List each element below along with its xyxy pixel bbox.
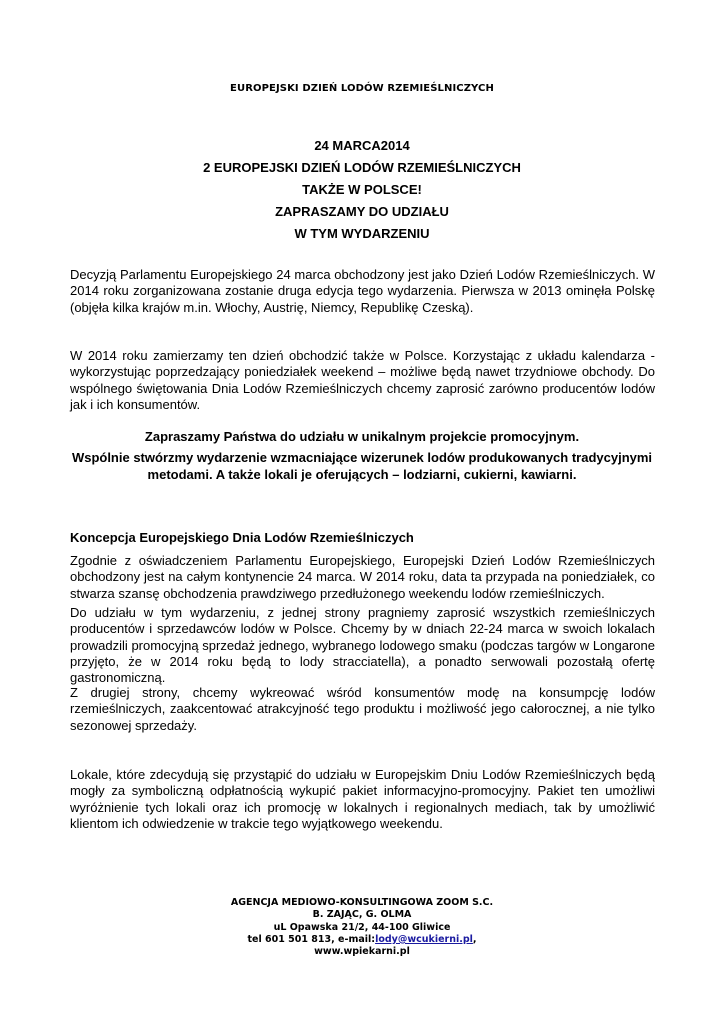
footer-owners: B. ZAJĄC, G. OLMA [312, 909, 412, 921]
footer-website[interactable]: www.wpiekarni.pl [314, 946, 410, 958]
footer-address: uL Opawska 21/2, 44-100 Gliwice [273, 921, 451, 933]
title-date: 24 MARCA2014 [314, 138, 410, 153]
concept-paragraph-2: Do udziału w tym wydarzeniu, z jednej strony pragniemy zaprosić wszystkich rzemieślniczych producentów i sprzedawców lodów w Polsce. Chcemy by w dniach 22-24 marca w swoich lokalach prowadzili promocyjną sprzedaż jednego, wybranego lodowego smaku (podczas targów w Longarone przyjęto, że w 2014 roku będą to lody stracciatella), a ponadto serwowali pozostałą ofertę gastronomiczną. [70, 605, 655, 686]
document-header: EUROPEJSKI DZIEŃ LODÓW RZEMIEŚLNICZYCH [230, 83, 494, 94]
footer-contact [0, 934, 724, 946]
title-invite: ZAPRASZAMY DO UDZIAŁU [275, 204, 449, 219]
plan-paragraph: W 2014 roku zamierzamy ten dzień obchodzić także w Polsce. Korzystając z układu kalendarza - wykorzystując poprzedzający poniedziałek weekend – możliwe będą nawet trzydniowe obchody. Do wspólnego świętowania Dnia Lodów Rzemieślniczych chcemy zaprosić zarówno producentów lodów jak i ich konsumentów. [70, 348, 655, 412]
title-block [0, 135, 724, 245]
concept-heading: Koncepcja Europejskiego Dnia Lodów Rzemieślniczych [70, 530, 414, 545]
footer-comma: , [472, 933, 477, 945]
footer-company: AGENCJA MEDIOWO-KONSULTINGOWA ZOOM S.C. [230, 897, 494, 908]
concept-paragraph-1: Zgodnie z oświadczeniem Parlamentu Europejskiego, Europejski Dzień Lodów Rzemieślniczych obchodzony jest na całym kontynencie 24 marca. W 2014 roku, data ta przypada na poniedziałek, co stwarza szansę obchodzenia prawdziwego przedłużonego weekendu lodów rzemieślniczych. [70, 553, 655, 601]
concept-paragraph-3: Z drugiej strony, chcemy wykreować wśród konsumentów modę na konsumpcję lodów rzemieślniczych, zaakcentować atrakcyjność tego produktu i możliwość jego całorocznej, a nie tylko sezonowej sprzedaży. [70, 685, 655, 733]
email-link[interactable]: lody@wcukierni.pl [375, 933, 473, 945]
concept-paragraph-4: Lokale, które zdecydują się przystąpić do udziału w Europejskim Dniu Lodów Rzemieślniczych będą mogły za symboliczną odpłatnością wykupić pakiet informacyjno-promocyjny. Pakiet ten umożliwi wyróżnienie tych lokali oraz ich promocję w lokalnych i regionalnych mediach, tak by umożliwić klientom ich odwiedzenie w trakcie tego wyjątkowego weekendu. [70, 767, 655, 831]
title-event: 2 EUROPEJSKI DZIEŃ LODÓW RZEMIEŚLNICZYCH [203, 160, 521, 175]
invite-line-2: Wspólnie stwórzmy wydarzenie wzmacniające wizerunek lodów produkowanych tradycyjnymi metodami. A także lokali je oferujących – lodziarni, cukierni, kawiarni. [71, 450, 653, 482]
footer [0, 897, 724, 958]
title-poland: TAKŻE W POLSCE! [302, 182, 422, 197]
title-event-ref: W TYM WYDARZENIU [294, 226, 430, 241]
footer-phone: tel 601 501 813, e-mail: [247, 933, 376, 945]
invite-line-1: Zapraszamy Państwa do udziału w unikalnym projekcie promocyjnym. [144, 429, 580, 444]
intro-paragraph: Decyzją Parlamentu Europejskiego 24 marca obchodzony jest jako Dzień Lodów Rzemieślniczych. W 2014 roku zorganizowana zostanie druga edycja tego wydarzenia. Pierwsza w 2013 ominęła Polskę (objęła kilka krajów m.in. Włochy, Austrię, Niemcy, Republikę Czeską). [70, 267, 655, 315]
